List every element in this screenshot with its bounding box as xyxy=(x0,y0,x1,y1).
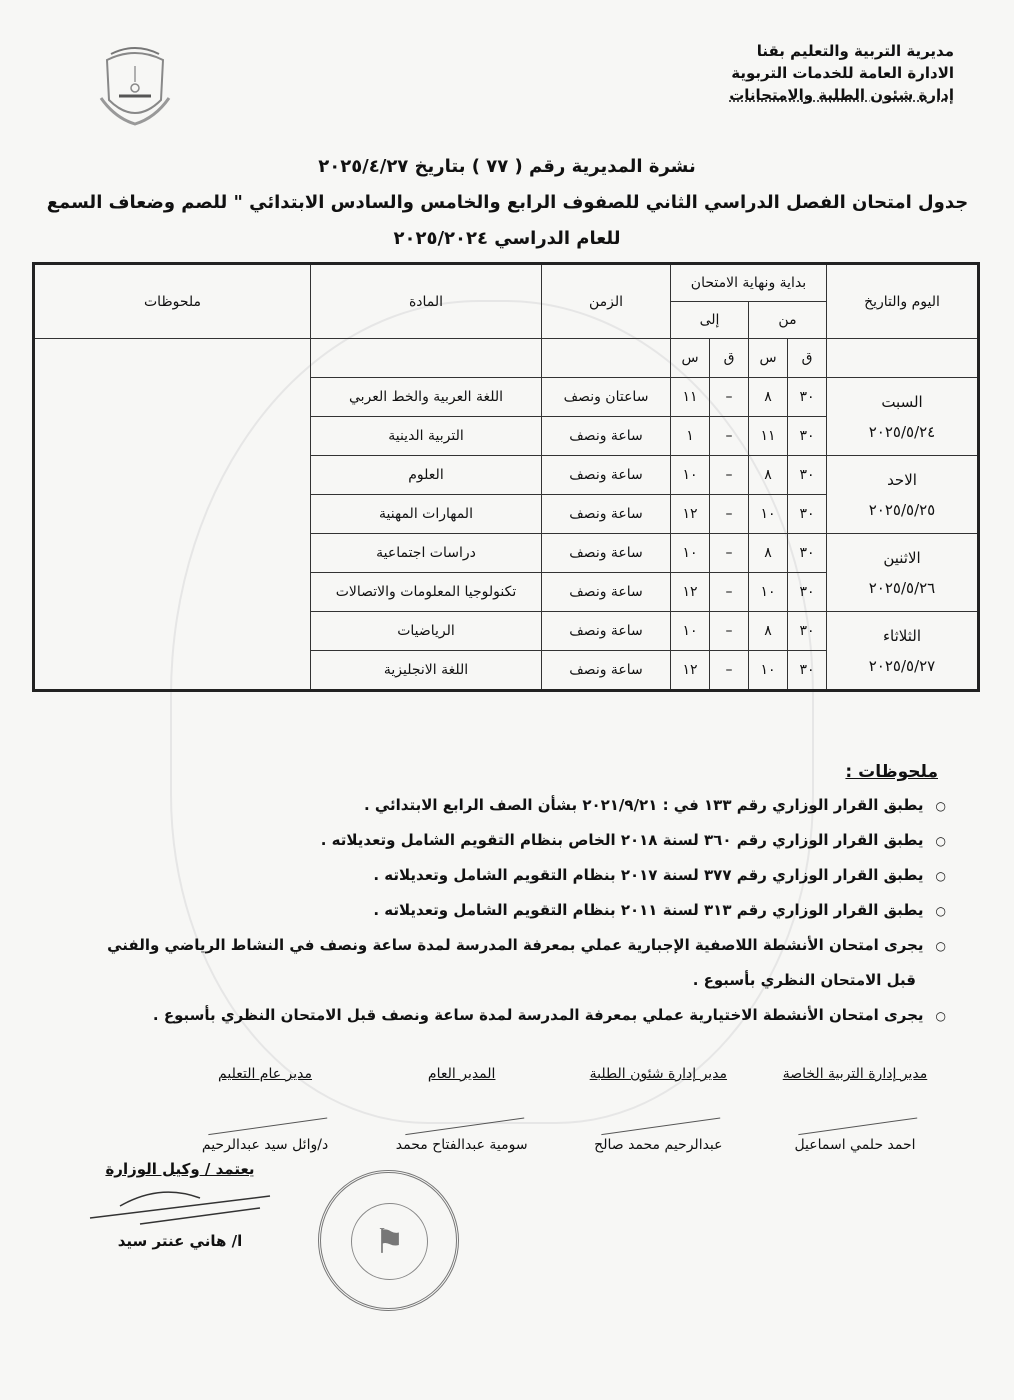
approval-role: يعتمد / وكيل الوزارة xyxy=(105,1160,255,1178)
from-hour: ٨ xyxy=(749,456,788,495)
notes-title: ملحوظات : xyxy=(845,762,938,782)
from-hour: ٨ xyxy=(749,534,788,573)
to-hour: ١١ xyxy=(671,378,710,417)
note-item: ○ يجرى امتحان الأنشطة اللاصفية الإجبارية عملي بمعرفة المدرسة لمدة ساعة ونصف في النشاط الرياضي والفني xyxy=(26,928,946,963)
signature-role: مدير عام التعليم xyxy=(218,1066,313,1082)
header-line-directorate: مديرية التربية والتعليم بقنا xyxy=(756,42,954,60)
notes-column xyxy=(34,339,311,691)
to-minute: – xyxy=(710,495,749,534)
to-minute: – xyxy=(710,612,749,651)
note-item: ○ يجرى امتحان الأنشطة الاختيارية عملي بمعرفة المدرسة لمدة ساعة ونصف قبل الامتحان النظري بأسبوع . xyxy=(26,998,946,1033)
day-cell xyxy=(827,456,979,534)
day-date: ٢٠٢٥/٥/٢٧ xyxy=(868,656,936,675)
day-name: الثلاثاء xyxy=(882,626,921,645)
from-minute: ٣٠ xyxy=(788,456,827,495)
header-line-administration: الادارة العامة للخدمات التربوية xyxy=(731,64,954,82)
handwritten-signature-icon xyxy=(203,1078,328,1135)
to-hour: ١٠ xyxy=(671,612,710,651)
approval-block xyxy=(80,1160,280,1250)
header-duration: الزمن xyxy=(542,264,671,339)
signature-role: مدير إدارة شئون الطلبة xyxy=(589,1066,728,1082)
from-minute: ٣٠ xyxy=(788,495,827,534)
bulletin-title: نشرة المديرية رقم ( ٧٧ ) بتاريخ ٢٠٢٥/٤/٢٧ xyxy=(318,156,696,177)
subject: تكنولوجيا المعلومات والاتصالات xyxy=(311,573,542,612)
from-minute: ٣٠ xyxy=(788,534,827,573)
day-date: ٢٠٢٥/٥/٢٤ xyxy=(868,422,936,441)
unit-minute: ق xyxy=(710,339,749,378)
note-item: ○ يطبق القرار الوزاري رقم ٣١٣ لسنة ٢٠١١ بنظام التقويم الشامل وتعديلاته . xyxy=(26,893,946,928)
unit-blank xyxy=(542,339,671,378)
to-minute: – xyxy=(710,456,749,495)
note-item-continuation: قبل الامتحان النظري بأسبوع . xyxy=(692,971,916,989)
from-hour: ١١ xyxy=(749,417,788,456)
handwritten-signature-icon xyxy=(399,1078,524,1135)
duration: ساعة ونصف xyxy=(542,612,671,651)
header-line-department: إدارة شئون الطلبة والامتحانات xyxy=(729,86,954,104)
signature-name: احمد حلمي اسماعيل xyxy=(794,1137,916,1153)
from-hour: ٨ xyxy=(749,612,788,651)
header-from: من xyxy=(749,302,827,339)
to-hour: ١٢ xyxy=(671,651,710,691)
unit-row-blank xyxy=(827,339,979,378)
day-name: السبت xyxy=(881,392,923,411)
day-name: الاثنين xyxy=(883,548,921,567)
duration: ساعتان ونصف xyxy=(542,378,671,417)
school-shield-logo-icon xyxy=(95,38,175,138)
eagle-icon: ⚑ xyxy=(351,1203,428,1280)
from-hour: ١٠ xyxy=(749,573,788,612)
day-date: ٢٠٢٥/٥/٢٥ xyxy=(868,500,936,519)
subject: التربية الدينية xyxy=(311,417,542,456)
handwritten-signature-icon xyxy=(596,1078,721,1135)
to-hour: ١ xyxy=(671,417,710,456)
subject: دراسات اجتماعية xyxy=(311,534,542,573)
duration: ساعة ونصف xyxy=(542,573,671,612)
from-hour: ١٠ xyxy=(749,495,788,534)
duration: ساعة ونصف xyxy=(542,417,671,456)
header-notes: ملحوظات xyxy=(34,264,311,339)
subject: العلوم xyxy=(311,456,542,495)
notes-section xyxy=(26,762,946,1033)
to-hour: ١٢ xyxy=(671,573,710,612)
duration: ساعة ونصف xyxy=(542,534,671,573)
day-cell xyxy=(827,534,979,612)
to-minute: – xyxy=(710,573,749,612)
unit-blank xyxy=(311,339,542,378)
header-start-end: بداية ونهاية الامتحان xyxy=(671,264,827,302)
from-minute: ٣٠ xyxy=(788,651,827,691)
signature-name: د/وائل سيد عبدالرحيم xyxy=(201,1137,329,1153)
note-item: ○ يطبق القرار الوزاري رقم ١٣٣ في : ٢٠٢١/٩/٢١ بشأن الصف الرابع الابتدائي . xyxy=(26,788,946,823)
header-subject: المادة xyxy=(311,264,542,339)
note-item: ○ يطبق القرار الوزاري رقم ٣٧٧ لسنة ٢٠١٧ بنظام التقويم الشامل وتعديلاته . xyxy=(26,858,946,893)
to-minute: – xyxy=(710,417,749,456)
header-day-date: اليوم والتاريخ xyxy=(827,264,979,339)
subject: اللغة الانجليزية xyxy=(311,651,542,691)
unit-hour: س xyxy=(671,339,710,378)
signature-block xyxy=(770,1066,940,1153)
subject: المهارات المهنية xyxy=(311,495,542,534)
from-hour: ١٠ xyxy=(749,651,788,691)
from-minute: ٣٠ xyxy=(788,378,827,417)
note-item: ○ يطبق القرار الوزاري رقم ٣٦٠ لسنة ٢٠١٨ الخاص بنظام التقويم الشامل وتعديلاته . xyxy=(26,823,946,858)
directorate-header xyxy=(684,40,954,106)
day-date: ٢٠٢٥/٥/٢٦ xyxy=(868,578,936,597)
unit-hour: س xyxy=(749,339,788,378)
to-hour: ١٠ xyxy=(671,456,710,495)
eagle-seal-icon xyxy=(318,1170,459,1311)
day-name: الاحد xyxy=(887,470,917,489)
from-minute: ٣٠ xyxy=(788,573,827,612)
to-minute: – xyxy=(710,378,749,417)
to-minute: – xyxy=(710,534,749,573)
to-minute: – xyxy=(710,651,749,691)
from-hour: ٨ xyxy=(749,378,788,417)
signature-name: عبدالرحيم محمد صالح xyxy=(594,1137,723,1153)
day-cell xyxy=(827,612,979,691)
signature-block xyxy=(377,1066,547,1153)
signature-role: المدير العام xyxy=(427,1066,496,1082)
approval-name: ا/ هاني عنتر سيد xyxy=(117,1232,243,1250)
academic-year: للعام الدراسي ٢٠٢٥/٢٠٢٤ xyxy=(393,228,621,249)
day-cell xyxy=(827,378,979,456)
handwritten-signature-icon xyxy=(80,1178,280,1228)
subject: الرياضيات xyxy=(311,612,542,651)
signature-block xyxy=(573,1066,743,1153)
signatures-row xyxy=(180,1066,940,1153)
from-minute: ٣٠ xyxy=(788,417,827,456)
from-minute: ٣٠ xyxy=(788,612,827,651)
schedule-title: جدول امتحان الفصل الدراسي الثاني للصفوف الرابع والخامس والسادس الابتدائي " للصم وضعاف السمع xyxy=(46,192,969,213)
to-hour: ١٢ xyxy=(671,495,710,534)
duration: ساعة ونصف xyxy=(542,456,671,495)
header-to: إلى xyxy=(671,302,749,339)
duration: ساعة ونصف xyxy=(542,495,671,534)
handwritten-signature-icon xyxy=(793,1078,918,1135)
signature-name: سومية عبدالفتاح محمد xyxy=(395,1137,528,1153)
to-hour: ١٠ xyxy=(671,534,710,573)
unit-minute: ق xyxy=(788,339,827,378)
exam-schedule-table xyxy=(32,262,980,692)
subject: اللغة العربية والخط العربي xyxy=(311,378,542,417)
signature-role: مدير إدارة التربية الخاصة xyxy=(782,1066,928,1082)
signature-block xyxy=(180,1066,350,1153)
duration: ساعة ونصف xyxy=(542,651,671,691)
